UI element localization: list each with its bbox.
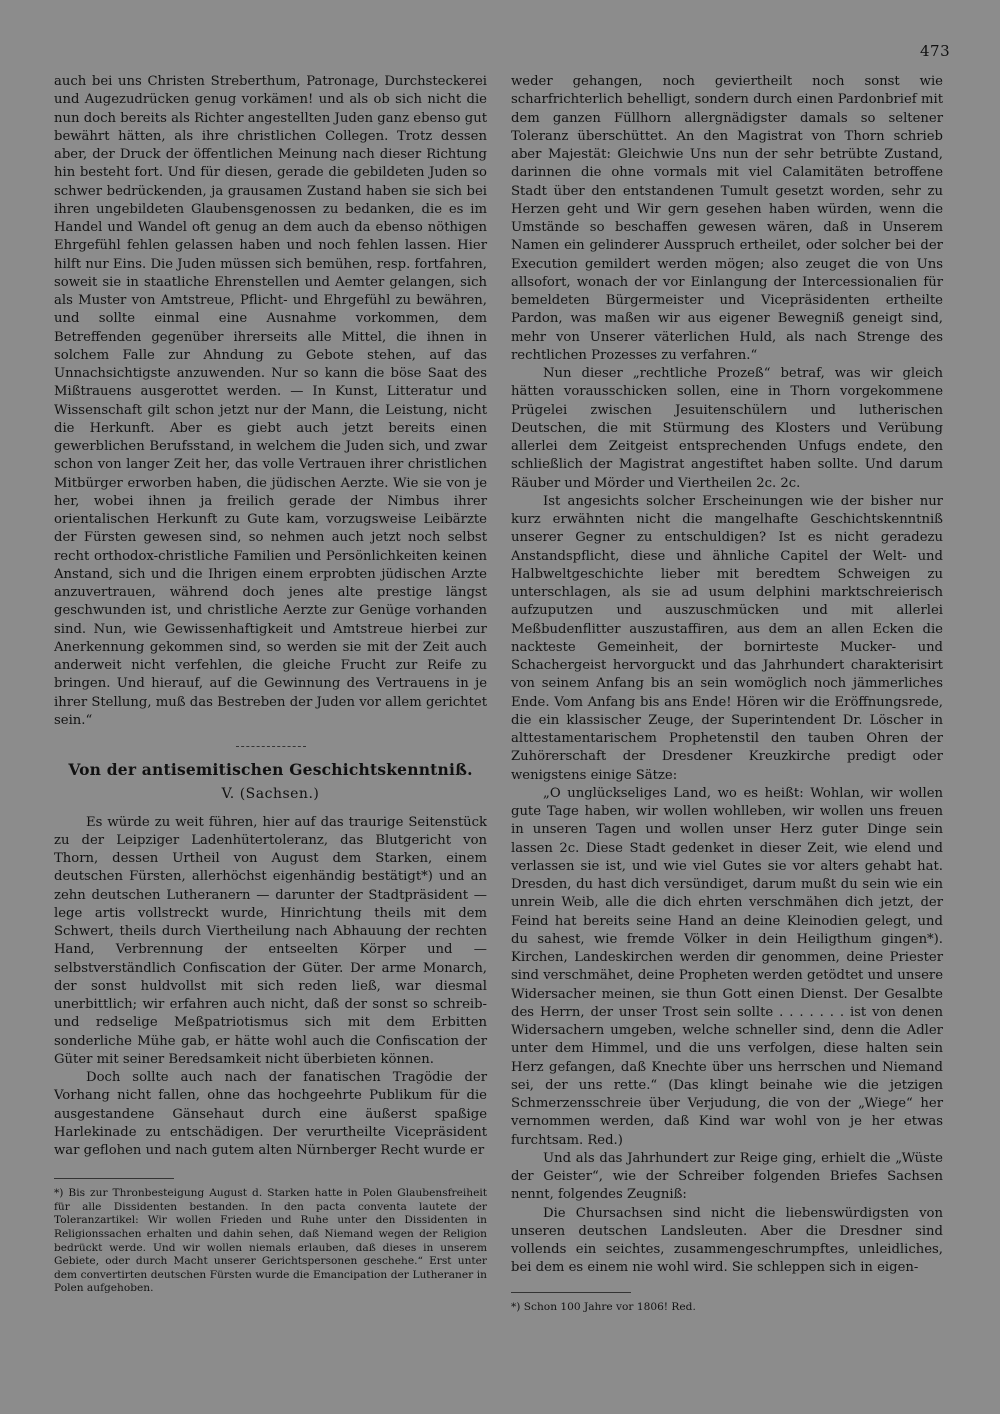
right-paragraph-6: Die Chursachsen sind nicht die liebenswürdigsten von unseren deutschen Landsleuten. Aber die Dresdner sind vollends ein seichtes, zusammengeschrumpftes, unleidliches, bei dem es einem nie wohl wird. Sie schleppen sich in eigen- bbox=[511, 1205, 943, 1276]
section-divider bbox=[236, 746, 306, 747]
section-heading: Von der antisemitischen Geschichtskenntniß. bbox=[68, 760, 473, 779]
right-paragraph-5: Und als das Jahrhundert zur Reige ging, erhielt die „Wüste der Geister“, wie der Schreiber folgenden Briefes Sachsen nennt, folgendes Zeugniß: bbox=[511, 1150, 943, 1203]
right-paragraph-3: Ist angesichts solcher Erscheinungen wie der bisher nur kurz erwähnten nicht die mangelhafte Geschichtskenntniß unserer Gegner zu entschuldigen? Ist es nicht geradezu Anstandspflicht, diese und ähnliche Capitel der Welt- und Halbweltgeschichte lieber mit beredtem Schweigen zu unterschlagen, als sie ad usum delphini marktschreierisch aufzuputzen und auszuschmücken und mit allerlei Meßbudenflitter auszustaffiren, aus dem an allen Ecken die nackteste Gemeinheit, der bornirteste Mucker- und Schachergeist hervorguckt und das Jahrhundert charakterisirt von seinem Anfang bis an sein womöglich noch jämmerliches Ende. Vom Anfang bis ans Ende! Hören wir die Eröffnungsrede, die ein klassischer Zeuge, der Superintendent Dr. Löscher in alttestamentarischem Prophetenstil den tauben Ohren der Zuhörerschaft der Dresdener Kreuzkirche predigt oder wenigstens einige Sätze: bbox=[511, 493, 943, 783]
right-paragraph-1: weder gehangen, noch geviertheilt noch sonst wie scharfrichterlich behelligt, sondern durch einen Pardonbrief mit dem ganzen Füllhorn allergnädigster damals so seltener Toleranz überschüttet. An den Magistrat von Thorn schrieb aber Majestät: Gleichwie Uns nun der sehr betrübte Zustand, darinnen die ohne vormals mit viel Calamitäten betroffene Stadt über den entstandenen Tumult gesetzt worden, sehr zu Herzen geht und Wir gern gesehen haben würden, wenn die Umstände so beschaffen gewesen wären, daß in Unserem Namen ein gelinderer Ausspruch ertheilet, oder solcher bei der Execution gemildert werden mögen; also zeuget die von Uns allsofort, wonach der vor Einlangung der Intercessionalien für bemeldeten Bürgermeister und Vicepräsidenten ertheilte Pardon, was maßen wir aus eigener Bewegniß geneigt sind, mehr von Unserer väterlichen Huld, als nach Strenge des rechtlichen Prozesses zu verfahren.“ bbox=[511, 74, 943, 363]
left-footnote: *) Bis zur Thronbesteigung August d. Starken hatte in Polen Glaubensfreiheit für alle Dissidenten bestanden. In den pacta conventa lautete der Toleranzartikel: Wir wollen Frieden und Ruhe unter den Dissidenten in Religionssachen erhalten und dahin sehen, daß Niemand wegen der Religion bedrückt werde. Und wir wollen niemals erlauben, daß dieses in unserem Gebiete, oder durch Macht unserer Gerichtspersonen geschehe.“ Erst unter dem convertirten deutschen Fürsten wurde die Emancipation der Lutheraner in Polen aufgehoben. bbox=[54, 1187, 487, 1295]
right-paragraph-4: „O unglückseliges Land, wo es heißt: Wohlan, wir wollen gute Tage haben, wir wollen wohlleben, wir wollen uns freuen in unseren Tagen und wollen unser Herz guter Dinge sein lassen 2c. Diese Stadt gedenket in dieser Zeit, wie elend und verlassen sie ist, und wie viel Gutes sie vor alters gehabt hat. Dresden, du hast dich versündiget, darum mußt du sein wie ein unrein Weib, alle die dich ehrten verschmähen dich jetzt, der Feind hat bereits seine Hand an deine Kleinodien gelegt, und du sahest, wie fremde Völker in dein Heiligthum gingen*). Kirchen, Landeskirchen werden dir genommen, deine Priester sind verschmähet, deine Propheten werden getödtet und unsere Widersacher meinen, sie thun Gott einen Dienst. Der Gesalbte des Herrn, der unser Trost sein sollte . . . . . . . ist von denen Widersachern umgeben, welche schneller sind, denn die Adler unter dem Himmel, und die uns verfolgen, diese halten sein Herz gefangen, daß Knechte über uns herrschen und Niemand sei, der uns rette.“ (Das klingt beinahe wie die jetzigen Schmerzensschreie über Verjudung, die von der „Wiege“ her vernommen werden, daß Kind war wohl von je her etwas furchtsam. Red.) bbox=[511, 785, 943, 1148]
right-column bbox=[511, 73, 943, 1314]
left-paragraph-1: auch bei uns Christen Streberthum, Patronage, Durchsteckerei und Augezudrücken genug vorkämen! und als ob sich nicht die nun doch bereits als Richter angestellten Juden ganz ebenso gut bewährt hätten, als ihre christlichen Collegen. Trotz dessen aber, der Druck der öffentlichen Meinung nach dieser Richtung hin besteht fort. Und für diesen, gerade die gebildeten Juden so schwer bedrückenden, ja grausamen Zustand haben sie sich bei ihren ungebildeten Glaubensgenossen zu bedanken, die es im Handel und Wandel oft genug an dem auch da ebenso nöthigen Ehrgefühl fehlen gelassen haben und noch fehlen lassen. Hier hilft nur Eins. Die Juden müssen sich bemühen, resp. fortfahren, soweit sie in staatliche Ehrenstellen und Aemter gelangen, sich als Muster von Amtstreue, Pflicht- und Ehrgefühl zu bewähren, und sollte einmal eine Ausnahme vorkommen, dem Betreffenden gegenüber ihrerseits alle Mittel, die ihnen in solchem Falle zur Ahndung zu Gebote stehen, auf das Unnachsichtigste anzuwenden. Nur so kann die böse Saat des Mißtrauens ausgerottet werden. — In Kunst, Litteratur und Wissenschaft gilt schon jetzt nur der Mann, die Leistung, nicht die Herkunft. Aber es giebt auch jetzt bereits einen gewerblichen Berufsstand, in welchem die Juden sich, und zwar schon von langer Zeit her, das volle Vertrauen ihrer christlichen Mitbürger erworben haben, die jüdischen Aerzte. Wie sie von je her, wobei ihnen ja freilich gerade der Nimbus ihrer orientalischen Herkunft zu Gute kam, vorzugsweise Leibärzte der Fürsten gewesen sind, so nehmen auch jetzt noch selbst recht orthodox-christliche Familien und Persönlichkeiten keinen Anstand, sich und die Ihrigen einem erprobten jüdischen Arzte anzuvertrauen, während doch jenes alte prestige längst geschwunden ist, und christliche Aerzte zur Genüge vorhanden sind. Nun, wie Gewissenhaftigkeit und Amtstreue hierbei zur Anerkennung gekommen sind, so werden sie mit der Zeit auch anderweit nicht verfehlen, die gleiche Frucht zur Reife zu bringen. Und hierauf, auf die Gewinnung des Vertrauens in je ihrer Stellung, muß das Bestreben der Juden vor allem gerichtet sein.“ bbox=[54, 74, 487, 728]
right-footnote: *) Schon 100 Jahre vor 1806! Red. bbox=[511, 1300, 696, 1313]
section-subheading: V. (Sachsen.) bbox=[221, 786, 320, 803]
left-column bbox=[54, 73, 487, 1296]
right-paragraph-2: Nun dieser „rechtliche Prozeß“ betraf, was wir gleich hätten vorausschicken sollen, eine in Thorn vorgekommene Prügelei zwischen Jesuitenschülern und lutherischen Deutschen, die mit Stürmung des Klosters und Verübung allerlei dem Zeitgeist entsprechenden Unfugs endete, den schließlich der Magistrat angestiftet haben sollte. Und darum Räuber und Mörder und Viertheilen 2c. 2c. bbox=[511, 366, 943, 491]
footnote-divider bbox=[54, 1178, 174, 1179]
footnote-divider bbox=[511, 1292, 631, 1293]
left-paragraph-3: Doch sollte auch nach der fanatischen Tragödie der Vorhang nicht fallen, ohne das hochgeehrte Publikum für die ausgestandene Gänsehaut durch eine äußerst spaßige Harlekinade zu entschädigen. Der verurtheilte Vicepräsident war geflohen und nach gutem alten Nürnberger Recht wurde er bbox=[54, 1070, 487, 1158]
page-number: 473 bbox=[920, 42, 951, 60]
left-paragraph-2: Es würde zu weit führen, hier auf das traurige Seitenstück zu der Leipziger Ladenhütertoleranz, das Blutgericht von Thorn, dessen Urtheil von August dem Starken, einem deutschen Fürsten, allerhöchst eigenhändig bestätigt*) und an zehn deutschen Lutheranern — darunter der Stadtpräsident — lege artis vollstreckt wurde, Hinrichtung theils mit dem Schwert, theils durch Viertheilung nach Abhauung der rechten Hand, Verbrennung der entseelten Körper und — selbstverständlich Confiscation der Güter. Der arme Monarch, der sonst huldvollst mit sich reden ließ, war diesmal unerbittlich; wir erfahren auch nicht, daß der sonst so schreib- und redselige Meßpatriotismus sich mit dem Erbitten sonderliche Mühe gab, er hätte wohl auch die Confiscation der Güter mit seiner Beredsamkeit nicht überbieten können. bbox=[54, 814, 487, 1067]
